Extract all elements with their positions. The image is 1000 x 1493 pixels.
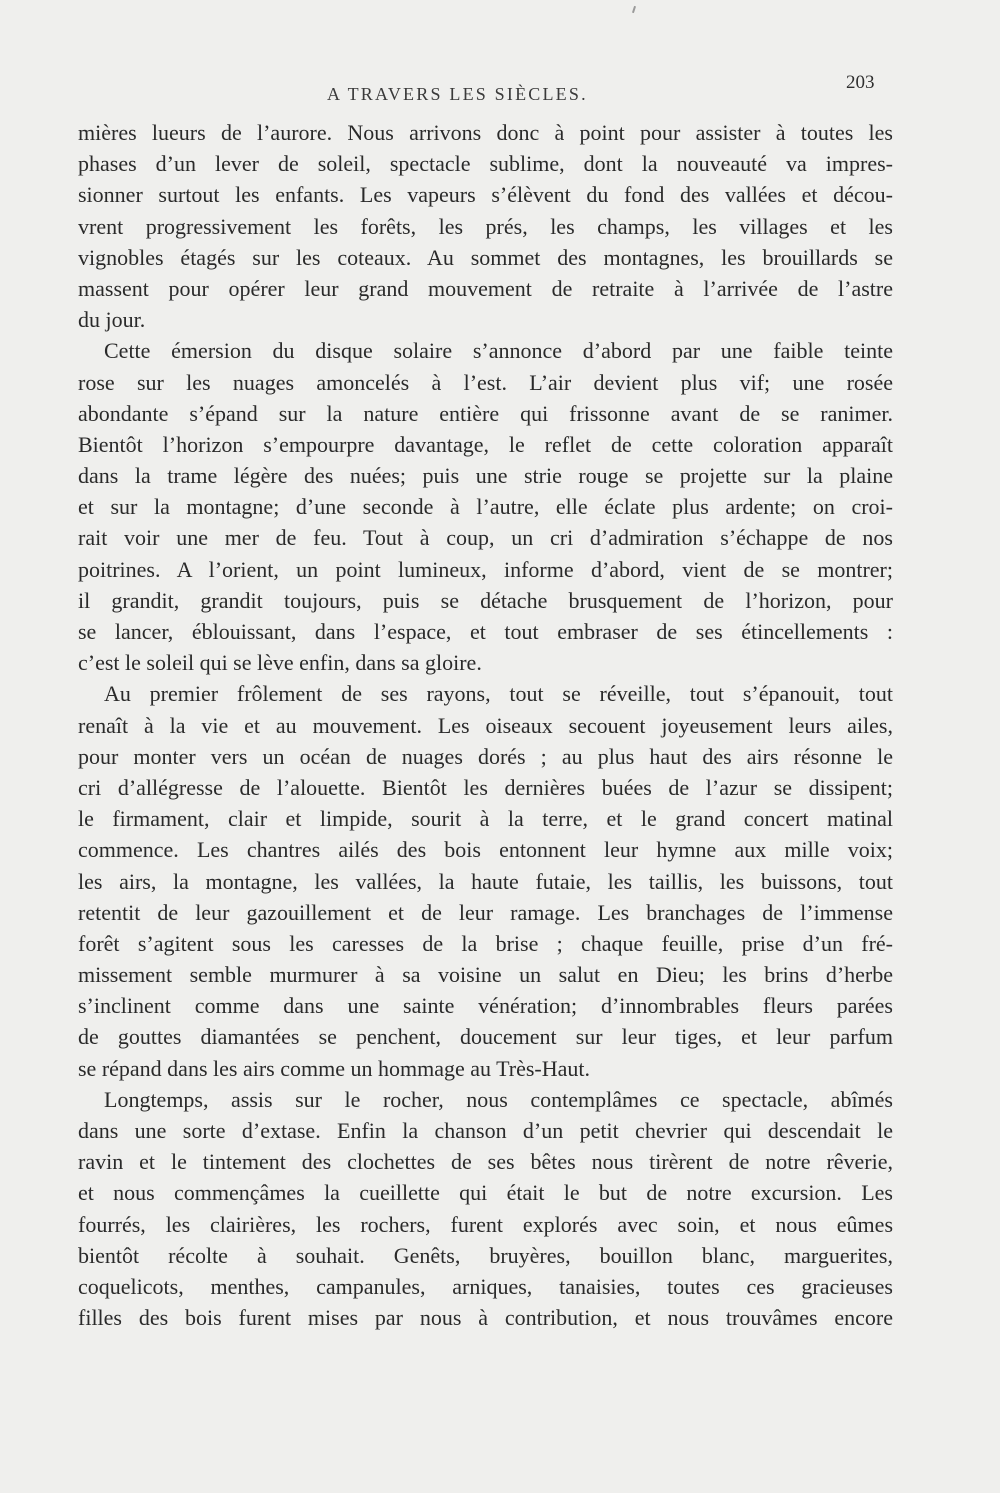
text-line: mières lueurs de l’aurore. Nous arrivons donc à point pour assister à toutes les [78,120,893,145]
text-line: se répand dans les airs comme un hommage au Très-Haut. [78,1055,590,1081]
text-line: et sur la montagne; d’une seconde à l’autre, elle éclate plus ardente; on croi- [78,494,893,520]
text-line: se lancer, éblouissant, dans l’espace, et tout embraser de ses étincellements : [78,619,893,644]
text-line: Au premier frôlement de ses rayons, tout se réveille, tout s’épanouit, tout [104,681,893,707]
text-line: dans la trame légère des nuées; puis une strie rouge se projette sur la plaine [78,463,893,489]
text-line: filles des bois furent mises par nous à contribution, et nous trouvâmes encore [78,1305,893,1331]
ink-speck [632,6,636,13]
text-line: retentit de leur gazouillement et de leur ramage. Les branchages de l’immense [78,899,893,925]
text-line: forêt s’agitent sous les caresses de la brise ; chaque feuille, prise d’un fré- [78,930,893,956]
text-line: coquelicots, menthes, campanules, arniques, tanaisies, toutes ces gracieuses [78,1273,893,1299]
text-line: vrent progressivement les forêts, les prés, les champs, les villages et les [78,213,893,239]
text-line: et nous commençâmes la cueillette qui était le but de notre excursion. Les [78,1180,893,1206]
running-title: A TRAVERS LES SIÈCLES. [327,84,588,104]
text-line: les airs, la montagne, les vallées, la haute futaie, les taillis, les buissons, tout [78,868,893,894]
text-line: commence. Les chantres ailés des bois entonnent leur hymne aux mille voix; [78,837,893,863]
text-line: sionner surtout les enfants. Les vapeurs s’élèvent du fond des vallées et décou- [78,182,893,208]
text-line: il grandit, grandit toujours, puis se détache brusquement de l’horizon, pour [78,587,893,613]
text-line: fourrés, les clairières, les rochers, furent explorés avec soin, et nous eûmes [78,1211,893,1237]
text-line: phases d’un lever de soleil, spectacle sublime, dont la nouveauté va impres- [78,151,893,177]
text-line: massent pour opérer leur grand mouvement de retraite à l’arrivée de l’astre [78,275,893,301]
text-line: dans une sorte d’extase. Enfin la chanson d’un petit chevrier qui descendait le [78,1118,893,1143]
text-line: de gouttes diamantées se penchent, doucement sur leur tiges, et leur parfum [78,1024,893,1050]
text-line: rait voir une mer de feu. Tout à coup, un cri d’admiration s’échappe de nos [78,525,893,551]
text-line: c’est le soleil qui se lève enfin, dans sa gloire. [78,650,482,676]
text-line: du jour. [78,307,146,333]
text-line: abondante s’épand sur la nature entière qui frissonne avant de se ranimer. [78,400,893,426]
page-number: 203 [846,72,875,93]
text-line: bientôt récolte à souhait. Genêts, bruyères, bouillon blanc, marguerites, [78,1242,893,1268]
body-text [78,117,893,1333]
text-line: rose sur les nuages amoncelés à l’est. L’air devient plus vif; une rosée [78,369,893,395]
text-line: cri d’allégresse de l’alouette. Bientôt les dernières buées de l’azur se dissipent; [78,774,893,800]
text-line: vignobles étagés sur les coteaux. Au sommet des montagnes, les brouillards se [78,244,893,270]
text-line: Bientôt l’horizon s’empourpre davantage, le reflet de cette coloration apparaît [78,431,893,457]
text-line: missement semble murmurer à sa voisine un salut en Dieu; les brins d’herbe [78,962,893,988]
text-line: le firmament, clair et limpide, sourit à la terre, et le grand concert matinal [78,806,893,832]
text-line: renaît à la vie et au mouvement. Les oiseaux secouent joyeusement leurs ailes, [78,712,893,738]
text-line: pour monter vers un océan de nuages dorés ; au plus haut des airs résonne le [78,743,893,769]
text-line: Longtemps, assis sur le rocher, nous contemplâmes ce spectacle, abîmés [104,1086,893,1112]
text-line: s’inclinent comme dans une sainte vénération; d’innombrables fleurs parées [78,993,893,1019]
text-line: poitrines. A l’orient, un point lumineux, informe d’abord, vient de se montrer; [78,556,893,582]
text-line: ravin et le tintement des clochettes de ses bêtes nous tirèrent de notre rêverie, [78,1149,893,1175]
text-line: Cette émersion du disque solaire s’annonce d’abord par une faible teinte [104,338,893,364]
